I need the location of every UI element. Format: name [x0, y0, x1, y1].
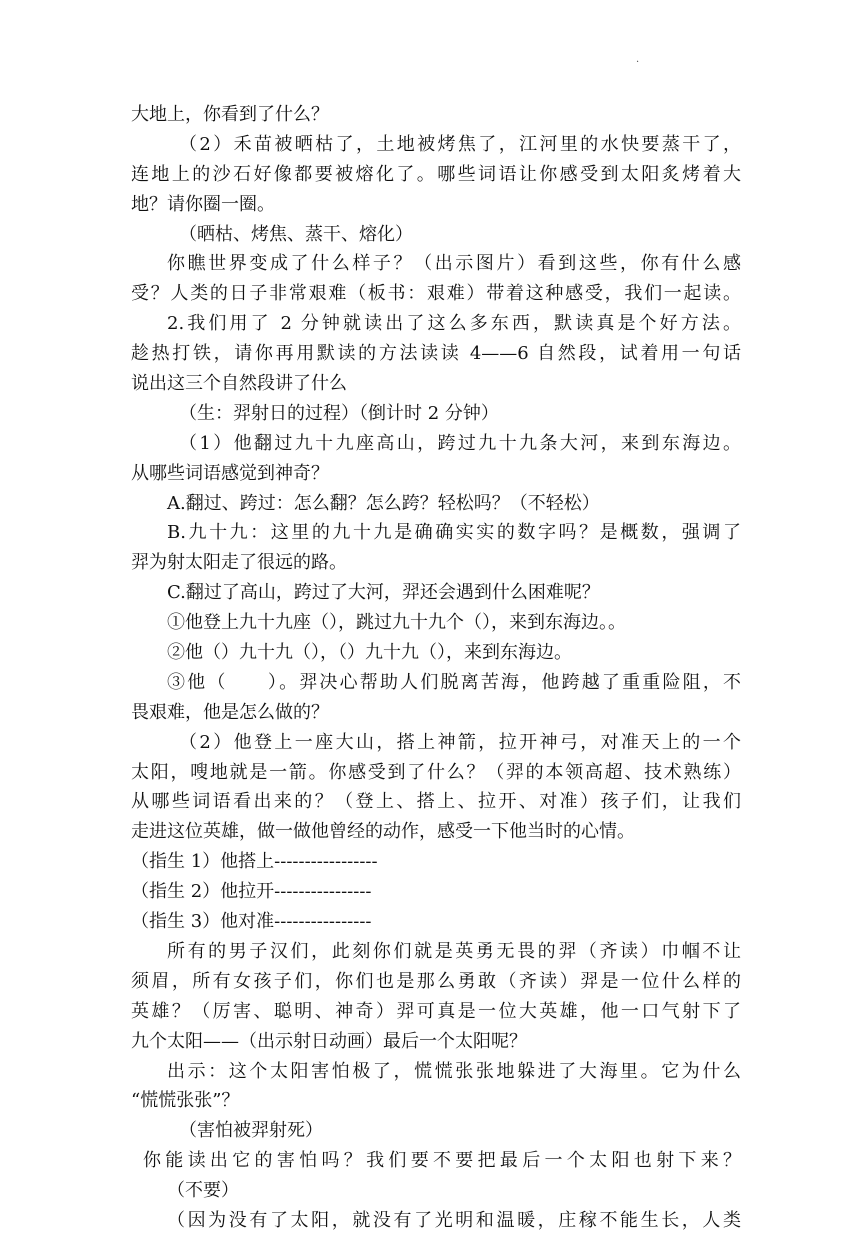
page-mark: ·	[636, 57, 640, 68]
text-line: （2）禾苗被晒枯了，土地被烤焦了，江河里的水快要蒸干了，	[179, 133, 741, 155]
text-line: （指生 1）他搭上-----------------	[131, 851, 378, 873]
text-line: 所有的男子汉们，此刻你们就是英勇无畏的羿（齐读）巾帼不让	[167, 940, 741, 962]
text-line: 从哪些词语感觉到神奇？	[131, 462, 329, 484]
text-line: 说出这三个自然段讲了什么	[131, 373, 347, 395]
text-line: 连地上的沙石好像都要被熔化了。哪些词语让你感受到太阳炙烤着大	[131, 163, 741, 185]
text-line: 受？人类的日子非常艰难（板书：艰难）带着这种感受，我们一起读。	[131, 283, 741, 305]
text-line: （指生 3）他对准----------------	[131, 911, 372, 933]
text-line: （害怕被羿射死）	[179, 1120, 323, 1142]
text-line: （因为没有了太阳，就没有了光明和温暖，庄稼不能生长，人类	[167, 1209, 741, 1231]
text-line: 从哪些词语看出来的？（登上、搭上、拉开、对准）孩子们，让我们	[131, 791, 741, 813]
text-line: 你瞧世界变成了什么样子？（出示图片）看到这些，你有什么感	[167, 253, 741, 275]
text-line: 英雄？（厉害、聪明、神奇）羿可真是一位大英雄，他一口气射下了	[131, 1000, 741, 1022]
text-line: 出示：这个太阳害怕极了，慌慌张张地躲进了大海里。它为什么	[167, 1060, 741, 1082]
text-line: 太阳，嗖地就是一箭。你感受到了什么？（羿的本领高超、技术熟练）	[131, 761, 741, 783]
text-line: ③他（ ）。羿决心帮助人们脱离苦海，他跨越了重重险阻，不	[167, 671, 741, 693]
text-line: 走进这位英雄，做一做他曾经的动作，感受一下他当时的心情。	[131, 821, 635, 843]
text-line: （晒枯、烤焦、蒸干、熔化）	[179, 223, 413, 245]
text-line: （不要）	[167, 1180, 239, 1202]
text-line: 大地上，你看到了什么？	[131, 104, 329, 125]
text-line: “慌慌张张”？	[131, 1090, 240, 1112]
text-line: 趁热打铁，请你再用默读的方法读读 4——6 自然段，试着用一句话	[131, 343, 741, 365]
text-line: ②他（）九十九（），（）九十九（），来到东海边。	[167, 642, 572, 664]
text-line: 2.我们用了 2 分钟就读出了这么多东西，默读真是个好方法。	[167, 313, 741, 335]
text-line: A.翻过、跨过：怎么翻？怎么跨？轻松吗？（不轻松）	[167, 492, 600, 514]
text-line: （1）他翻过九十九座高山，跨过九十九条大河，来到东海边。	[179, 432, 741, 454]
body-text	[131, 100, 741, 1236]
text-line: B.九十九：这里的九十九是确确实实的数字吗？是概数，强调了	[167, 522, 741, 544]
text-line: ①他登上九十九座（），跳过九十九个（），来到东海边。。	[167, 612, 626, 634]
text-line: （指生 2）他拉开----------------	[131, 881, 372, 903]
text-line: （生：羿射日的过程）（倒计时 2 分钟）	[179, 402, 499, 424]
text-line: 你能读出它的害怕吗？我们要不要把最后一个太阳也射下来？	[143, 1150, 741, 1172]
text-line: 羿为射太阳走了很远的路。	[131, 552, 347, 574]
text-line: C.翻过了高山，跨过了大河，羿还会遇到什么困难呢？	[167, 582, 600, 604]
text-line: （2）他登上一座大山，搭上神箭，拉开神弓，对准天上的一个	[179, 731, 741, 753]
text-line: 须眉，所有女孩子们，你们也是那么勇敢（齐读）羿是一位什么样的	[131, 970, 741, 992]
text-line: 地？请你圈一圈。	[131, 193, 275, 215]
text-line: 畏艰难，他是怎么做的？	[131, 701, 329, 723]
text-line: 九个太阳——（出示射日动画）最后一个太阳呢？	[131, 1030, 527, 1052]
